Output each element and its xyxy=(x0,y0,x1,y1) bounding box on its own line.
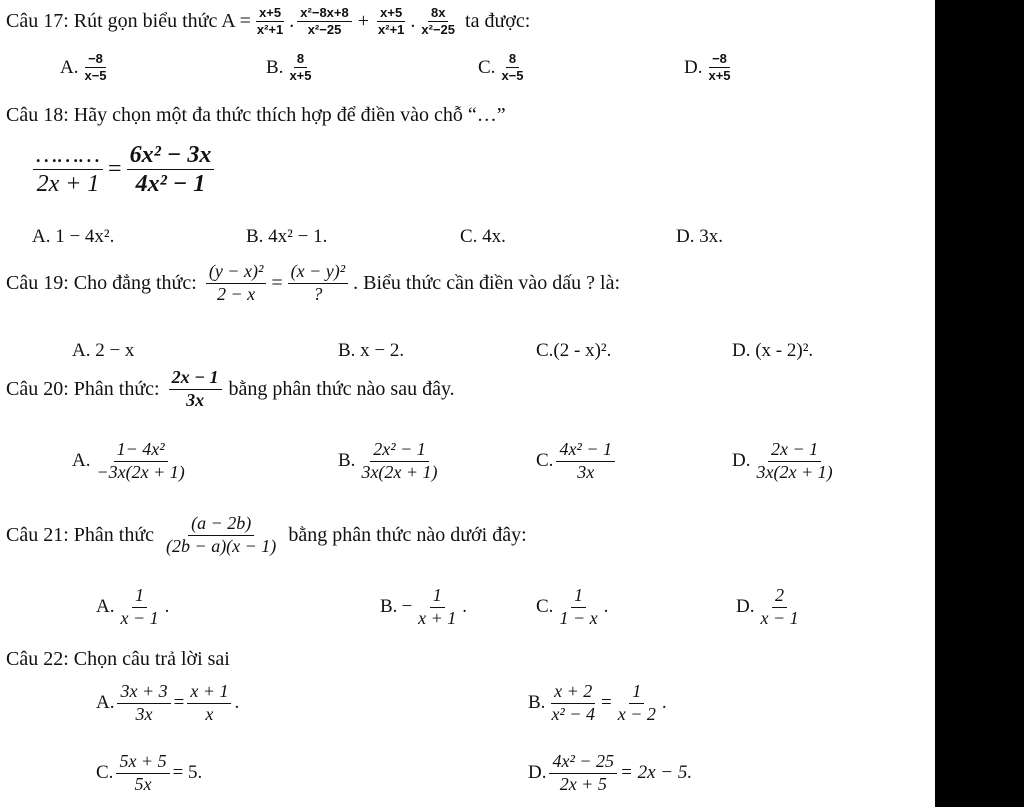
q17-fraction-2: $\frac{\text{x²−8x+8}}{\text{x²−25}}$ xyxy=(297,6,351,38)
q22-option-a[interactable]: A. $\frac{3x + 3}{3x}$ = $\frac{x + 1}{x}$ . xyxy=(96,681,240,724)
q18-equation: $\frac{\dots\dots\dots}{2x + 1}$ = $\frac{\text{6x² − 3x}}{\text{4x² − 1}}$ xyxy=(30,142,217,198)
q21-option-a-fraction: $\frac{1}{x - 1}$ xyxy=(120,585,159,628)
q17-option-c-fraction: $\frac{8}{x-5}$ xyxy=(501,51,524,84)
q19-option-b[interactable]: B. x − 2. xyxy=(338,340,405,361)
q22-prefix: Câu 22: Chọn câu trả lời sai xyxy=(6,648,230,670)
q22-option-b-fraction-2: $\frac{1}{x - 2}$ xyxy=(617,681,656,724)
q21-option-d-fraction: $\frac{2}{x - 1}$ xyxy=(760,585,799,628)
q22-option-a-fraction-2: $\frac{x + 1}{x}$ xyxy=(187,682,231,725)
q17-option-d-fraction: $\frac{-8}{x+5}$ xyxy=(708,51,731,84)
q18-option-a[interactable]: A. 1 − 4x². xyxy=(32,226,115,247)
q20-option-d-fraction: $\frac{2x - 1}{3x(2x + 1)}$ xyxy=(756,439,833,482)
q20-option-a-fraction: $\frac{\text{1− 4x²}}{-3x(2x + 1)}$ xyxy=(96,439,185,482)
q20-option-c[interactable]: C. $\frac{\text{4x² − 1}}{3x}$ xyxy=(536,440,618,483)
q18-option-c[interactable]: C. 4x. xyxy=(460,226,506,247)
q17-prefix: Câu 17: Rút gọn biểu thức A = xyxy=(6,10,251,33)
q19-prefix: Câu 19: Cho đẳng thức: xyxy=(6,271,197,294)
q18-lhs-fraction: $\frac{\dots\dots\dots}{2x + 1}$ xyxy=(33,142,103,198)
q17-option-c[interactable]: C. $\frac{8}{x-5}$ xyxy=(478,52,530,84)
q22-option-d-fraction: $\frac{\text{4x² − 25}}{2x + 5}$ xyxy=(549,752,617,795)
q17-option-d[interactable]: D. $\frac{-8}{x+5}$ xyxy=(684,52,737,84)
q20-fraction: $\frac{2x - 1}{3x}$ xyxy=(169,368,222,411)
q18-option-b[interactable]: B. 4x² − 1. xyxy=(246,226,328,247)
question-21: Câu 21: Phân thức $\frac{(a - 2b)}{(2b - a)(x - 1)}$ bằng phân thức nào dưới đây: xyxy=(6,513,527,556)
q21-option-b[interactable]: B. − $\frac{1}{x + 1}$ . xyxy=(380,585,468,628)
question-17: Câu 17: Rút gọn biểu thức A = $\frac{x+5}{\text{x²+1}}$ . $\frac{\text{x²−8x+8}}{\text{x²−25}}$ + $\frac{x+5}{\text{x²+1}}$ . $\frac{8x}{\text{x²−25}}$ ta được: xyxy=(6,5,531,38)
q20-option-c-fraction: $\frac{\text{4x² − 1}}{3x}$ xyxy=(556,440,615,483)
q21-option-c[interactable]: C. $\frac{1}{1 - x}$ . xyxy=(536,585,609,628)
question-18 xyxy=(6,104,506,127)
q17-option-a[interactable]: A. $\frac{-8}{x-5}$ xyxy=(60,52,113,84)
q21-option-d[interactable]: D. $\frac{2}{x - 1}$ xyxy=(736,586,805,629)
q22-option-c-fraction: $\frac{5x + 5}{5x}$ xyxy=(116,752,169,795)
q20-prefix: Câu 20: Phân thức: xyxy=(6,377,160,400)
right-edge-black-bar xyxy=(935,0,1024,807)
q22-option-d[interactable]: D. $\frac{\text{4x² − 25}}{2x + 5}$ = 2x − 5. xyxy=(528,751,693,794)
question-19: Câu 19: Cho đẳng thức: $\frac{\text{(y − x)²}}{2 - x}$ = $\frac{\text{(x − y)²}}{?}$ . Biểu thức cần điền vào dấu ? là: xyxy=(6,261,620,304)
q19-option-d[interactable]: D. (x - 2)². xyxy=(732,340,814,361)
q22-option-b-fraction-1: $\frac{x + 2}{\text{x² − 4}}$ xyxy=(551,681,595,724)
q20-option-b-fraction: $\frac{\text{2x² − 1}}{3x(2x + 1)}$ xyxy=(361,439,438,482)
q22-option-b[interactable]: B. $\frac{x + 2}{\text{x² − 4}}$ = $\frac{1}{x - 2}$ . xyxy=(528,681,667,724)
q21-option-b-fraction: $\frac{1}{x + 1}$ xyxy=(418,585,457,628)
q17-fraction-1: $\frac{x+5}{\text{x²+1}}$ xyxy=(256,5,284,38)
q18-rhs-fraction: $\frac{\text{6x² − 3x}}{\text{4x² − 1}}$ xyxy=(127,142,215,198)
q17-option-a-fraction: $\frac{-8}{x-5}$ xyxy=(84,51,107,84)
q20-option-a[interactable]: A. $\frac{\text{1− 4x²}}{-3x(2x + 1)}$ xyxy=(72,440,191,483)
q17-option-b-fraction: $\frac{8}{x+5}$ xyxy=(289,51,312,84)
q21-option-c-fraction: $\frac{1}{1 - x}$ xyxy=(559,585,598,628)
q20-option-b[interactable]: B. $\frac{\text{2x² − 1}}{3x(2x + 1)}$ xyxy=(338,440,444,483)
q17-option-b[interactable]: B. $\frac{8}{x+5}$ xyxy=(266,52,318,84)
question-20: Câu 20: Phân thức: $\frac{2x - 1}{3x}$ bằng phân thức nào sau đây. xyxy=(6,367,455,410)
q21-option-a[interactable]: A. $\frac{1}{x - 1}$ . xyxy=(96,585,170,628)
q22-option-a-fraction-1: $\frac{3x + 3}{3x}$ xyxy=(117,682,170,725)
q18-prefix: Câu 18: Hãy chọn một đa thức thích hợp để điền vào chỗ “…” xyxy=(6,104,506,126)
q18-option-d[interactable]: D. 3x. xyxy=(676,226,723,247)
q21-prefix: Câu 21: Phân thức xyxy=(6,523,155,546)
q19-option-c[interactable]: C.(2 - x)². xyxy=(536,340,612,361)
q19-lhs-fraction: $\frac{\text{(y − x)²}}{2 - x}$ xyxy=(206,262,267,305)
q19-option-a[interactable]: A. 2 − x xyxy=(72,340,135,361)
q22-option-c[interactable]: C. $\frac{5x + 5}{5x}$ = 5. xyxy=(96,751,203,794)
q20-option-d[interactable]: D. $\frac{2x - 1}{3x(2x + 1)}$ xyxy=(732,440,839,483)
question-22 xyxy=(6,648,230,671)
q19-rhs-fraction: $\frac{\text{(x − y)²}}{?}$ xyxy=(288,262,349,305)
q21-fraction: $\frac{(a - 2b)}{(2b - a)(x - 1)}$ xyxy=(166,513,277,556)
q17-fraction-3: $\frac{x+5}{\text{x²+1}}$ xyxy=(378,5,405,38)
q17-fraction-4: $\frac{8x}{\text{x²−25}}$ xyxy=(421,5,456,38)
